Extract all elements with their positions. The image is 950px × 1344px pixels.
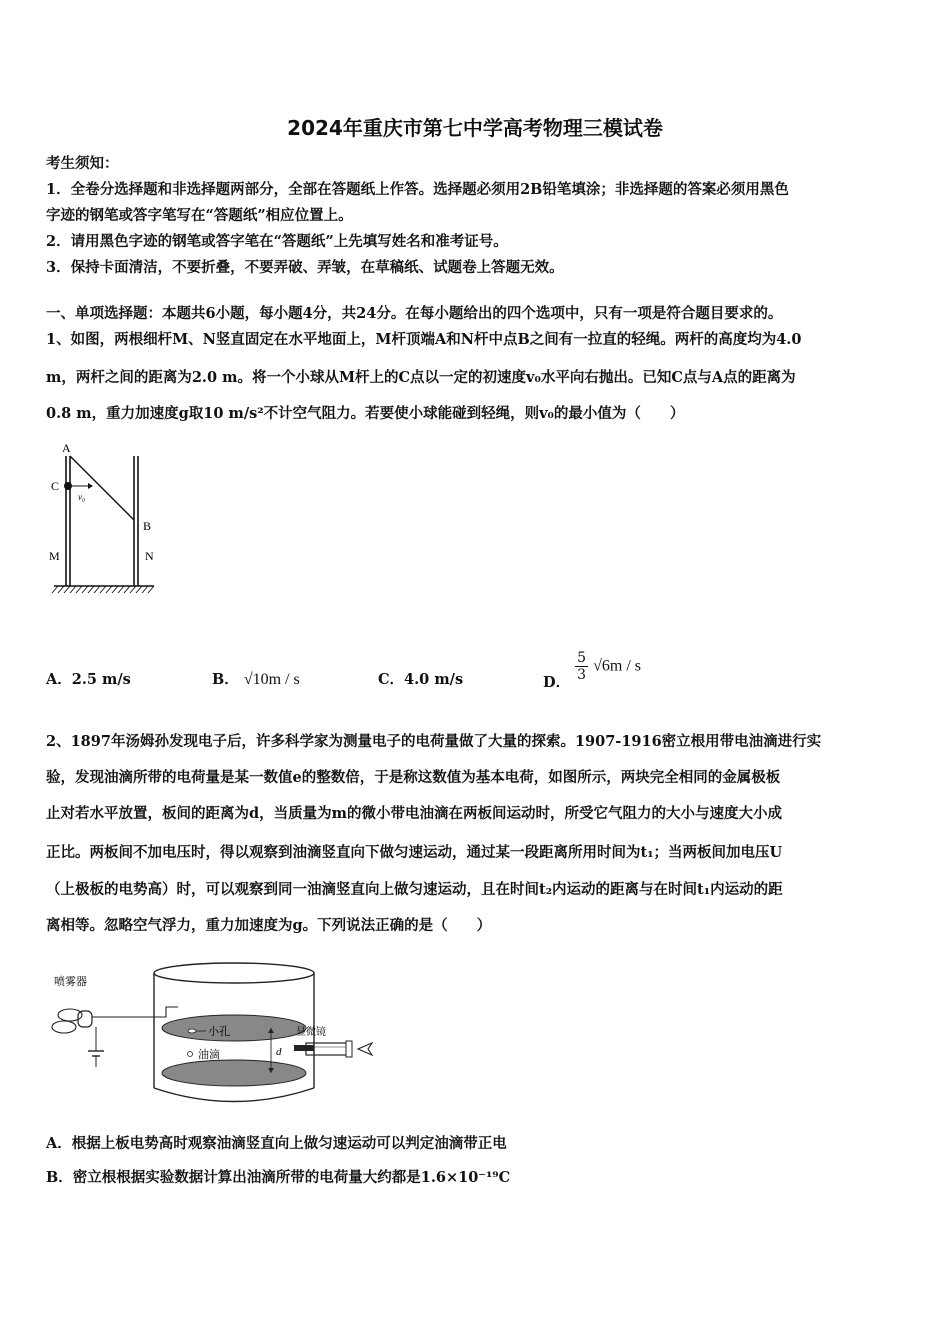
section-heading: 一、单项选择题：本题共6小题，每小题4分，共24分。在每小题给出的四个选项中，只有一项是符合题目要求的。 [46, 305, 783, 322]
q2-option-a: A．根据上板电势高时观察油滴竖直向上做匀速运动可以判定油滴带正电 [46, 1135, 507, 1152]
notice-heading: 考生须知： [46, 155, 119, 172]
label-microscope: 显微镜 [296, 1027, 326, 1038]
label-n: N [145, 549, 154, 563]
q1-option-d: D． $\frac{5}{3}$ √6m / s [543, 650, 642, 691]
q1-option-b: B． √10m / s [212, 671, 300, 688]
q2-text-line: 正比。两板间不加电压时，得以观察到油滴竖直向下做匀速运动，通过某一段距离所用时间为t₁；当两板间加电压U [46, 844, 783, 861]
q1-text-line: 0.8 m，重力加速度g取10 m/s²不计空气阻力。若要使小球能碰到轻绳，则v₀的最小值为（ ） [46, 405, 685, 422]
q2-text-line: 2、1897年汤姆孙发现电子后，许多科学家为测量电子的电荷量做了大量的探索。1907-1916密立根用带电油滴进行实 [46, 733, 822, 750]
label-v0: v₀ [78, 492, 86, 502]
label-m: M [49, 549, 60, 563]
q1-text-line: 1、如图，两根细杆M、N竖直固定在水平地面上，M杆顶端A和N杆中点B之间有一拉直的轻绳。两杆的高度均为4.0 [46, 331, 802, 348]
label-a: A [62, 441, 71, 455]
q2-option-b: B．密立根根据实验数据计算出油滴所带的电荷量大约都是1.6×10⁻¹⁹C [46, 1169, 511, 1186]
label-hole: 小孔 [208, 1026, 230, 1038]
q2-text-line: （上极板的电势高）时，可以观察到同一油滴竖直向上做匀速运动，且在时间t₂内运动的距离与在时间t₁内运动的距 [46, 881, 783, 898]
notice-item: 3．保持卡面清洁，不要折叠，不要弄破、弄皱，在草稿纸、试题卷上答题无效。 [46, 259, 564, 276]
q2-text-line: 离相等。忽略空气浮力，重力加速度为g。下列说法正确的是（ ） [46, 917, 492, 934]
q1-figure [44, 440, 164, 605]
q2-text-line: 止对若水平放置，板间的距离为d，当质量为m的微小带电油滴在两板间运动时，所受它气阻力的大小与速度大小成 [46, 805, 782, 822]
label-c: C [51, 479, 60, 493]
notice-item: 2．请用黑色字迹的钢笔或答字笔在“答题纸”上先填写姓名和准考证号。 [46, 233, 508, 250]
label-sprayer: 喷雾器 [54, 976, 87, 988]
page-title: 2024年重庆市第七中学高考物理三模试卷 [287, 116, 663, 140]
notice-item: 1．全卷分选择题和非选择题两部分，全部在答题纸上作答。选择题必须用2B铅笔填涂；非选择题的答案必须用黑色 [46, 181, 789, 198]
notice-item: 字迹的钢笔或答字笔写在“答题纸”相应位置上。 [46, 207, 353, 224]
label-d: d [276, 1046, 282, 1058]
q2-figure [46, 955, 386, 1115]
q1-text-line: m，两杆之间的距离为2.0 m。将一个小球从M杆上的C点以一定的初速度v₀水平向右抛出。已知C点与A点的距离为 [46, 369, 796, 386]
label-b: B [143, 519, 152, 533]
q1-option-c: C．4.0 m/s [378, 671, 464, 688]
q2-text-line: 验，发现油滴所带的电荷量是某一数值e的整数倍，于是称这数值为基本电荷，如图所示，两块完全相同的金属极板 [46, 769, 781, 786]
q1-option-a: A．2.5 m/s [46, 671, 131, 688]
label-drop: 油滴 [198, 1049, 220, 1061]
